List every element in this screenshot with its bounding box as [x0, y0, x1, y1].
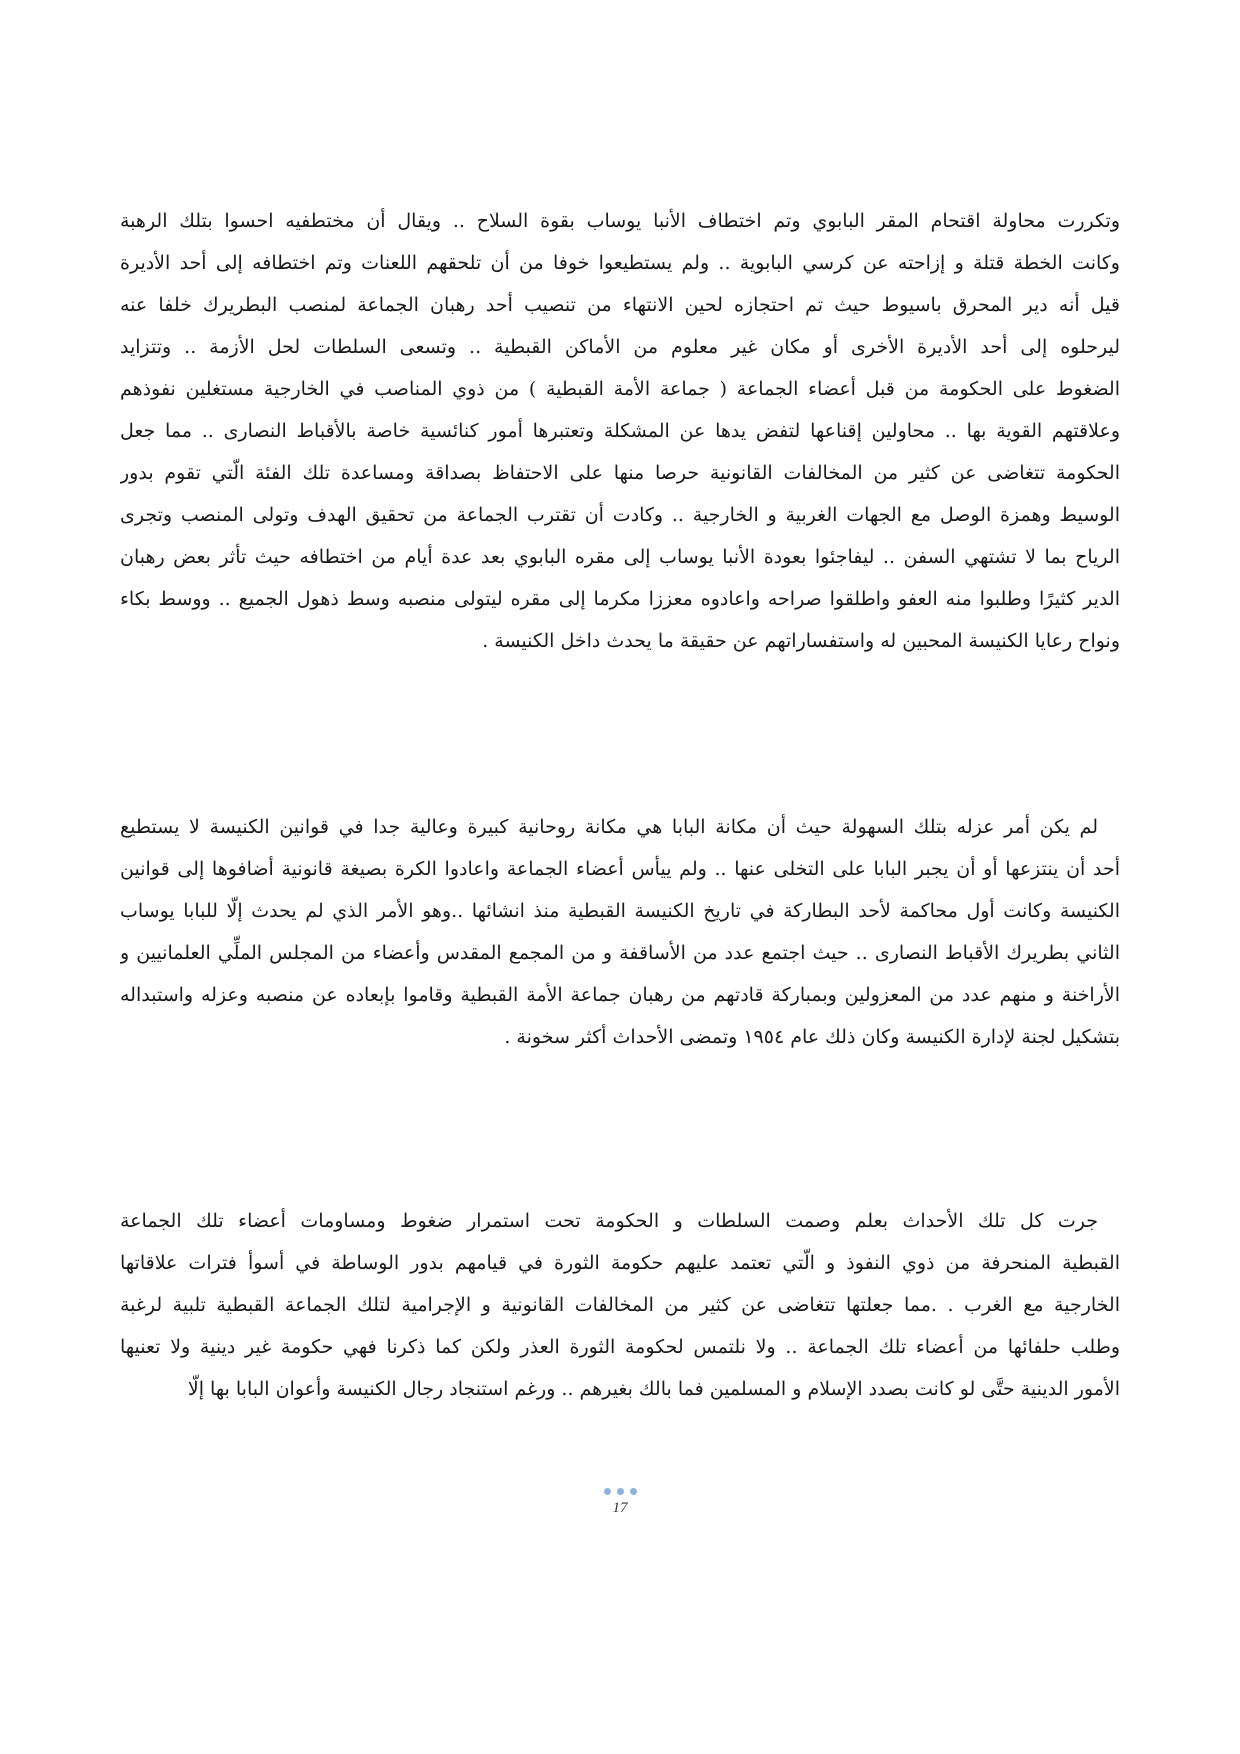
text-line: جرت كل تلك الأحداث بعلم وصمت السلطات و الحكومة تحت استمرار ضغوط ومساومات أعضاء تلك الجماعة: [120, 1210, 1098, 1232]
text-line: وكانت الخطة قتلة و إزاحته عن كرسي البابوية .. ولم يستطيعوا خوفا من أن تلحقهم اللعنات وتم اختطافه إلى أحد الأديرة: [120, 252, 1120, 274]
page-footer: [0, 1480, 1240, 1517]
text-line: الكنيسة وكانت أول محاكمة لأحد البطاركة في تاريخ الكنيسة القبطية منذ انشائها ..وهو الأمر الذي لم يحدث إلّا للبابا يوساب: [120, 900, 1120, 922]
text-line: الرياح بما لا تشتهي السفن .. ليفاجئوا بعودة الأنبا يوساب إلى مقره البابوي بعد عدة أيام من اختطافه حيث تأثر بعض رهبان: [120, 546, 1120, 568]
paragraph-2: [120, 806, 1120, 1058]
text-line: ونواح رعايا الكنيسة المحبين له واستفساراتهم عن حقيقة ما يحدث داخل الكنيسة .: [482, 630, 1120, 652]
text-line: لم يكن أمر عزله بتلك السهولة حيث أن مكانة البابا هي مكانة روحانية كبيرة وعالية جدا في قوانين الكنيسة لا يستطيع: [120, 816, 1098, 838]
dot-icon: [617, 1488, 624, 1495]
text-line: القبطية المنحرفة من ذوي النفوذ و الّتي تعتمد عليهم حكومة الثورة في قيامهم بدور الوساطة في أسوأ فترات علاقاتها: [120, 1252, 1120, 1274]
text-line: الوسيط وهمزة الوصل مع الجهات الغربية و الخارجية .. وكادت أن تقترب الجماعة من تحقيق الهدف وتولى المنصب وتجرى: [120, 504, 1120, 526]
text-line: الخارجية مع الغرب . .مما جعلتها تتغاضى عن كثير من المخالفات القانونية و الإجرامية لتلك الجماعة القبطية تلبية لرغبة: [120, 1294, 1120, 1316]
text-line: وتكررت محاولة اقتحام المقر البابوي وتم اختطاف الأنبا يوساب بقوة السلاح .. ويقال أن مختطفيه احسوا بتلك الرهبة: [120, 210, 1120, 232]
text-line: ليرحلوه إلى أحد الأديرة الأخرى أو مكان غير معلوم من الأماكن القبطية .. وتسعى السلطات لحل الأزمة .. وتتزايد: [120, 336, 1120, 358]
text-line: وعلاقتهم القوية بها .. محاولين إقناعها لتفض يدها عن المشكلة وتعتبرها أمور كنائسية خاصة بالأقباط النصارى .. مما جعل: [120, 420, 1120, 442]
text-line: قيل أنه دير المحرق باسيوط حيث تم احتجازه لحين الانتهاء من تنصيب أحد رهبان الجماعة لمنصب البطريرك خلفا عنه: [120, 294, 1120, 316]
dot-icon: [604, 1488, 611, 1495]
text-line: أحد أن ينتزعها أو أن يجبر البابا على التخلى عنها .. ولم ييأس أعضاء الجماعة واعادوا الكرة بصيغة قانونية أضافوها إلى قوانين: [120, 858, 1120, 880]
text-line: الأراخنة و منهم عدد من المعزولين وبمباركة قادتهم من رهبان جماعة الأمة القبطية وقاموا بإبعاده عن منصبه وعزله واستبداله: [120, 984, 1120, 1006]
page-number: 17: [612, 1500, 628, 1516]
text-line: بتشكيل لجنة لإدارة الكنيسة وكان ذلك عام ١٩٥٤ وتمضى الأحداث أكثر سخونة .: [504, 1026, 1120, 1048]
text-line: الضغوط على الحكومة من قبل أعضاء الجماعة ( جماعة الأمة القبطية ) من ذوي المناصب في الخارجية مستغلين نفوذهم: [120, 378, 1120, 400]
text-line: الدير كثيرًا وطلبوا منه العفو واطلقوا صراحه واعادوه معززا مكرما إلى مقره ليتولى منصبه وسط ذهول الجميع .. ووسط بكاء: [120, 588, 1120, 610]
dot-icon: [630, 1488, 637, 1495]
text-line: الحكومة تتغاضى عن كثير من المخالفات القانونية حرصا منها على الاحتفاظ بصداقة ومساعدة تلك الفئة الّتي تقوم بدور: [120, 462, 1120, 484]
text-line: وطلب حلفائها من أعضاء تلك الجماعة .. ولا نلتمس لحكومة الثورة العذر ولكن كما ذكرنا فهي حكومة غير دينية ولا تعنيها: [120, 1336, 1120, 1358]
text-line: الثاني بطريرك الأقباط النصارى .. حيث اجتمع عدد من الأساقفة و من المجمع المقدس وأعضاء من المجلس الملِّي العلمانيين و: [120, 942, 1120, 964]
paragraph-1: [120, 200, 1120, 662]
paragraph-3: [120, 1200, 1120, 1410]
text-line: الأمور الدينية حتَّى لو كانت بصدد الإسلام و المسلمين فما بالك بغيرهم .. ورغم استنجاد رجال الكنيسة وأعوان البابا بها إلّا: [187, 1378, 1120, 1400]
page-dots-ornament: [604, 1488, 637, 1495]
